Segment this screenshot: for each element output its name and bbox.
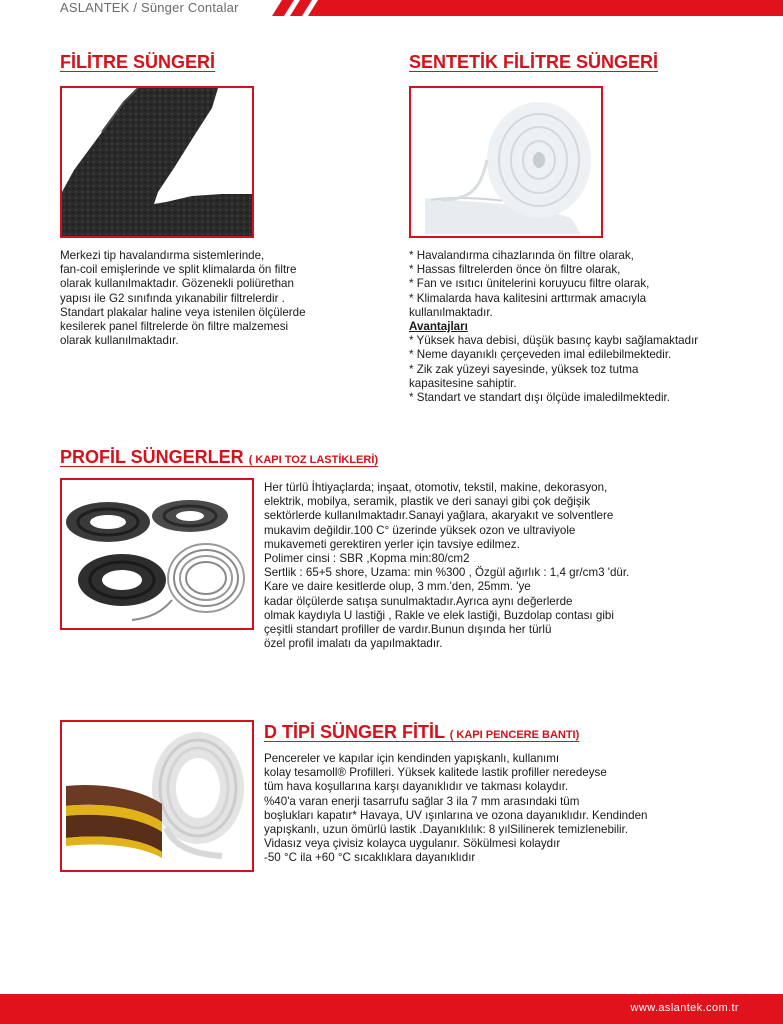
dtipi-line: Pencereler ve kapılar için kendinden yapışkanlı, kullanımı (264, 752, 560, 765)
filitre-line: Merkezi tip havalandırma sistemlerinde, (60, 249, 265, 262)
filitre-line: kesilerek panel filtrelerde ön filtre malzemesi (60, 320, 289, 334)
page-footer (0, 994, 783, 1024)
filitre-line: yapısı ile G2 sınıfında yıkanabilir filtrelerdir . (60, 291, 285, 305)
section-title-sentetik: SENTETİK FİLİTRE SÜNGERİ (409, 52, 659, 72)
filitre-line: Standart plakalar haline veya istenilen ölçülerde (60, 305, 306, 319)
dtipi-line: yapışkanlı, uzun ömürlü lastik .Dayanıklılık: 8 yılSilinerek temizlenebilir. (264, 823, 629, 837)
profil-line: mukavemeti gerektiren yerler için tavsiye edilmez. (264, 537, 520, 551)
header-stripe-bar (268, 0, 783, 16)
profil-line: mukavim değildir.100 C° üzerinde yüksek ozon ve ultraviyole (264, 523, 576, 537)
sentetik-line: * Fan ve ısıtıcı ünitelerini koruyucu filtre olarak, (409, 277, 650, 291)
sentetik-line: kullanılmaktadır. (409, 305, 493, 319)
advantage-line: * Standart ve standart dışı ölçüde imaledilmektedir. (409, 391, 670, 405)
dtipi-title-text: D TİPİ SÜNGER FİTİL (264, 722, 445, 742)
dtipi-line: kolay tesamoll® Profilleri. Yüksek kalitede lastik profiller neredeyse (264, 766, 607, 780)
header-title: ASLANTEK / Sünger Contalar (60, 0, 239, 15)
advantages-label: Avantajları (409, 320, 468, 334)
sentetik-line: * Hassas filtrelerden önce ön filtre olarak, (409, 263, 621, 277)
profil-line: çeşitli standart profiller de vardır.Bunun dışında her türlü (264, 623, 552, 637)
filitre-line: olarak kullanılmaktadır. Gözenekli poliürethan (60, 277, 294, 291)
profil-line: olmak kaydıyla U lastiği , Rakle ve elek lastiği, Buzdolap contası gibi (264, 608, 614, 622)
dtipi-line: Vidasız veya çivisiz kolayca uygulanır. Sökülmesi kolaydır (264, 837, 561, 851)
filitre-line: fan-coil emişlerinde ve split klimalarda ön filtre (60, 263, 297, 277)
filitre-description (60, 249, 306, 348)
dtipi-seal-tape-image (60, 720, 254, 872)
profil-line: Her türlü İhtiyaçlarda; inşaat, otomotiv, tekstil, makine, dekorasyon, (264, 481, 608, 494)
profil-description (264, 481, 629, 651)
section-title-dtipi (264, 722, 579, 743)
filitre-sponge-image (60, 86, 254, 238)
filitre-line: olarak kullanılmaktadır. (60, 334, 179, 348)
page-header (0, 0, 783, 16)
profil-line: Sertlik : 65+5 shore, Uzama: min %300 , Özgül ağırlık : 1,4 gr/cm3 'dür. (264, 566, 630, 580)
dtipi-line: boşlukları kapatır* Havaya, UV ışınlarına ve ozona dayanıklıdır. Kendinden (264, 808, 648, 822)
profil-line: kadar ölçülerde satışa sunulmaktadır.Ayrıca aynı değerlerde (264, 594, 573, 608)
advantage-line: kapasitesine sahiptir. (409, 376, 517, 390)
profil-rubber-coils-image (60, 478, 254, 630)
dtipi-line: -50 °C ila +60 °C sıcaklıklara dayanıklıdır (264, 851, 476, 865)
advantage-line: * Zik zak yüzeyi sayesinde, yüksek toz tutma (409, 362, 639, 376)
dtipi-line: tüm hava koşullarına karşı dayanıklıdır ve takması kolaydır. (264, 780, 569, 794)
sentetik-description (409, 249, 698, 405)
section-title-profil (60, 447, 378, 468)
sentetik-line: * Havalandırma cihazlarında ön filtre olarak, (409, 249, 634, 262)
dtipi-title-subtitle: ( KAPI PENCERE BANTI) (449, 729, 580, 741)
profil-line: elektrik, mobilya, seramik, plastik ve deri sanayi gibi çok değişik (264, 495, 591, 509)
profil-title-subtitle: ( KAPI TOZ LASTİKLERİ) (248, 454, 379, 466)
advantage-line: * Yüksek hava debisi, düşük basınç kaybı sağlamaktadır (409, 334, 699, 348)
profil-line: sektörlerde kullanılmaktadır.Sanayi yağlara, akaryakıt ve solventlere (264, 509, 614, 523)
sentetik-filter-roll-image (409, 86, 603, 238)
sentetik-line: * Klimalarda hava kalitesini arttırmak amacıyla (409, 291, 647, 305)
section-title-filitre: FİLİTRE SÜNGERİ (60, 52, 216, 72)
dtipi-line: %40'a varan enerji tasarrufu sağlar 3 ila 7 mm arasındaki tüm (264, 794, 580, 808)
advantage-line: * Neme dayanıklı çerçeveden imal edilebilmektedir. (409, 348, 672, 362)
footer-url[interactable]: www.aslantek.com.tr (630, 1002, 739, 1014)
profil-title-text: PROFİL SÜNGERLER (60, 447, 244, 467)
profil-line: Polimer cinsi : SBR ,Kopma min:80/cm2 (264, 552, 470, 566)
profil-line: Kare ve daire kesitlerde olup, 3 mm.'den, 25mm. 'ye (264, 580, 531, 594)
dtipi-description (264, 752, 647, 866)
profil-line: özel profil imalatı da yapılmaktadır. (264, 637, 443, 651)
